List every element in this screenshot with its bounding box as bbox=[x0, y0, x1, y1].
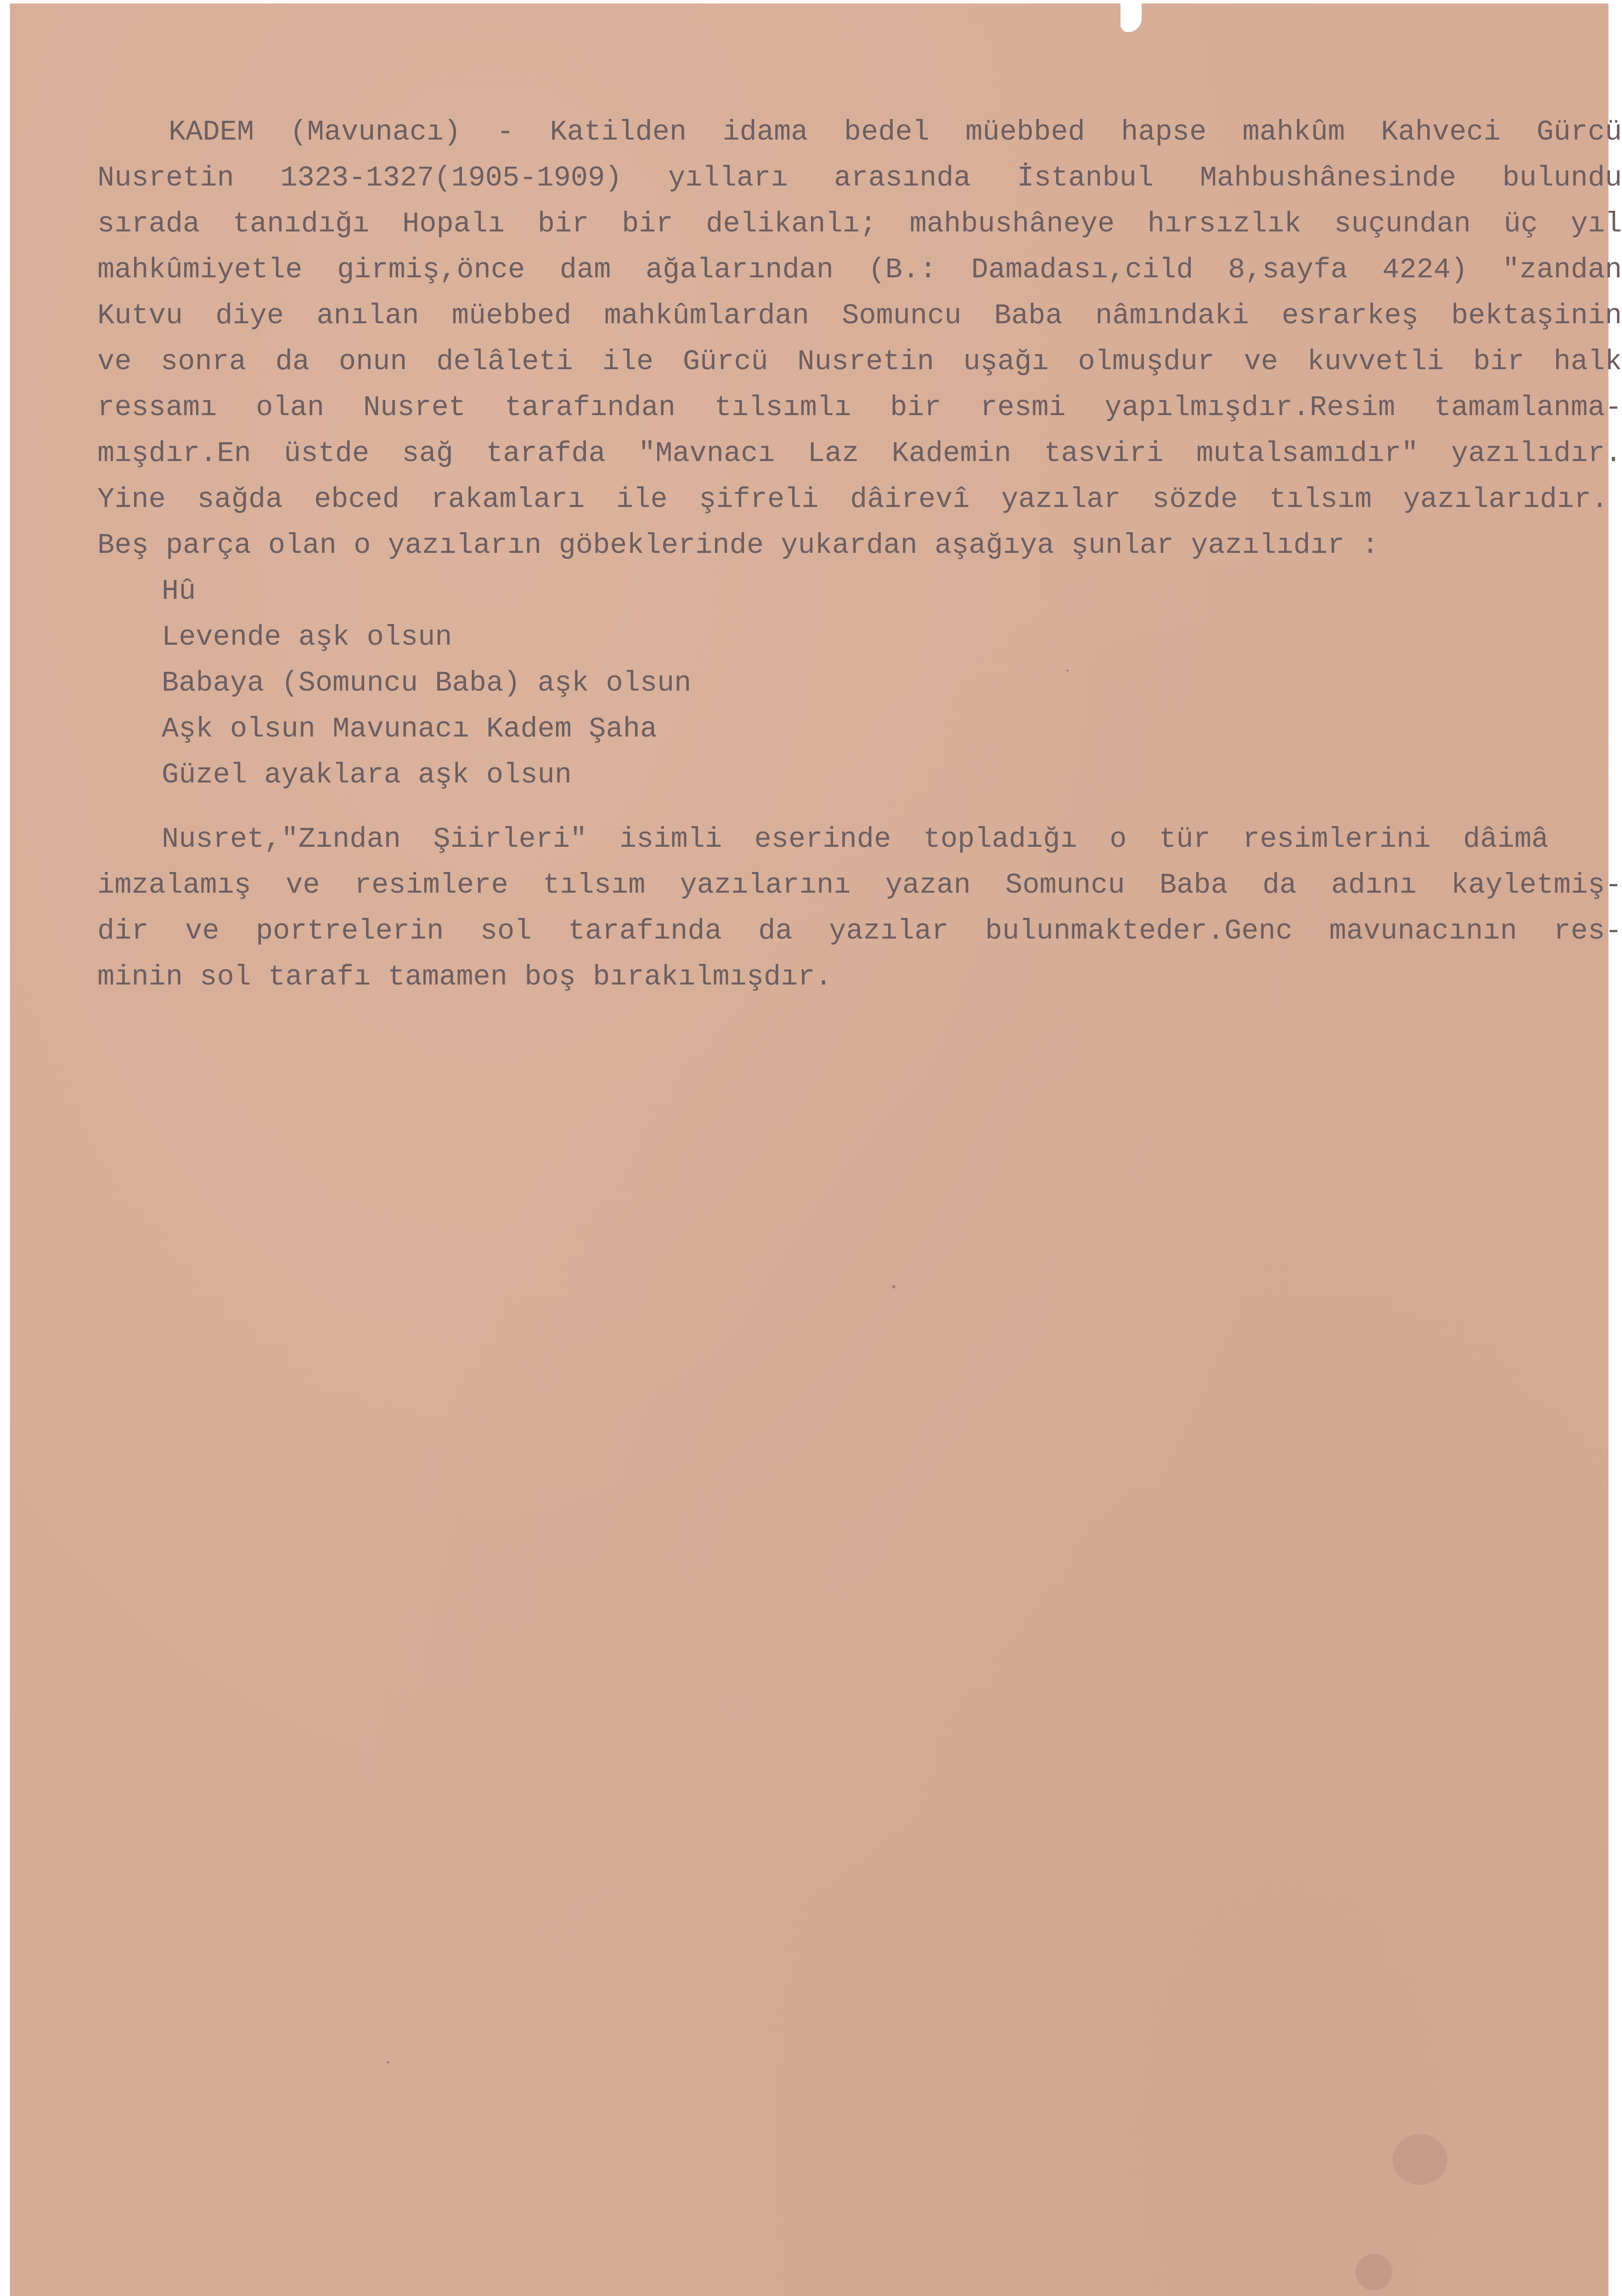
paper-stain bbox=[1356, 2254, 1392, 2290]
text-line: ressamı olan Nusret tarafından tılsımlı bir resmi yapılmışdır.Resim tamamlanma- bbox=[97, 391, 1622, 424]
paper-sheet bbox=[10, 4, 1622, 2296]
text-line: imzalamış ve resimlere tılsım yazılarını yazan Somuncu Baba da adını kayletmiş- bbox=[97, 869, 1622, 901]
poem-line: Hû bbox=[162, 575, 196, 608]
text-line: mışdır.En üstde sağ tarafda "Mavnacı Laz Kademin tasviri mutalsamıdır" yazılıdır. bbox=[97, 437, 1622, 470]
torn-edge bbox=[1121, 2, 1142, 32]
poem-line: Aşk olsun Mavunacı Kadem Şaha bbox=[162, 713, 657, 745]
text-line: KADEM (Mavunacı) - Katilden idama bedel müebbed hapse mahkûm Kahveci Gürcü bbox=[169, 116, 1622, 148]
text-line: sırada tanıdığı Hopalı bir bir delikanlı; mahbushâneye hırsızlık suçundan üç yıl bbox=[97, 208, 1622, 240]
text-line: ve sonra da onun delâleti ile Gürcü Nusretin uşağı olmuşdur ve kuvvetli bir halk bbox=[97, 345, 1622, 378]
paper-stain bbox=[1392, 2134, 1447, 2185]
text-line: Nusretin 1323-1327(1905-1909) yılları arasında İstanbul Mahbushânesinde bulundu bbox=[97, 162, 1622, 194]
poem-line: Levende aşk olsun bbox=[162, 621, 452, 653]
text-line: Yine sağda ebced rakamları ile şifreli dâirevî yazılar sözde tılsım yazılarıdır. bbox=[97, 483, 1608, 516]
poem-line: Güzel ayaklara aşk olsun bbox=[162, 759, 572, 791]
text-line: mahkûmiyetle girmiş,önce dam ağalarından (B.: Damadası,cild 8,sayfa 4224) "zandan bbox=[97, 253, 1622, 286]
paper-speck bbox=[892, 1285, 895, 1289]
text-line: Kutvu diye anılan müebbed mahkûmlardan Somuncu Baba nâmındaki esrarkeş bektaşinin bbox=[97, 299, 1622, 332]
poem-line: Babaya (Somuncu Baba) aşk olsun bbox=[162, 667, 692, 699]
paper-speck bbox=[387, 2061, 389, 2064]
text-line: Nusret,"Zından Şiirleri" isimli eserinde topladığı o tür resimlerini dâimâ bbox=[162, 823, 1549, 855]
paper-speck bbox=[1066, 670, 1069, 672]
text-line: dir ve portrelerin sol tarafında da yazılar bulunmakteder.Genc mavunacının res- bbox=[97, 915, 1622, 947]
text-line: minin sol tarafı tamamen boş bırakılmışdır. bbox=[97, 961, 832, 993]
text-line: Beş parça olan o yazıların göbeklerinde yukardan aşağıya şunlar yazılıdır : bbox=[97, 529, 1379, 562]
